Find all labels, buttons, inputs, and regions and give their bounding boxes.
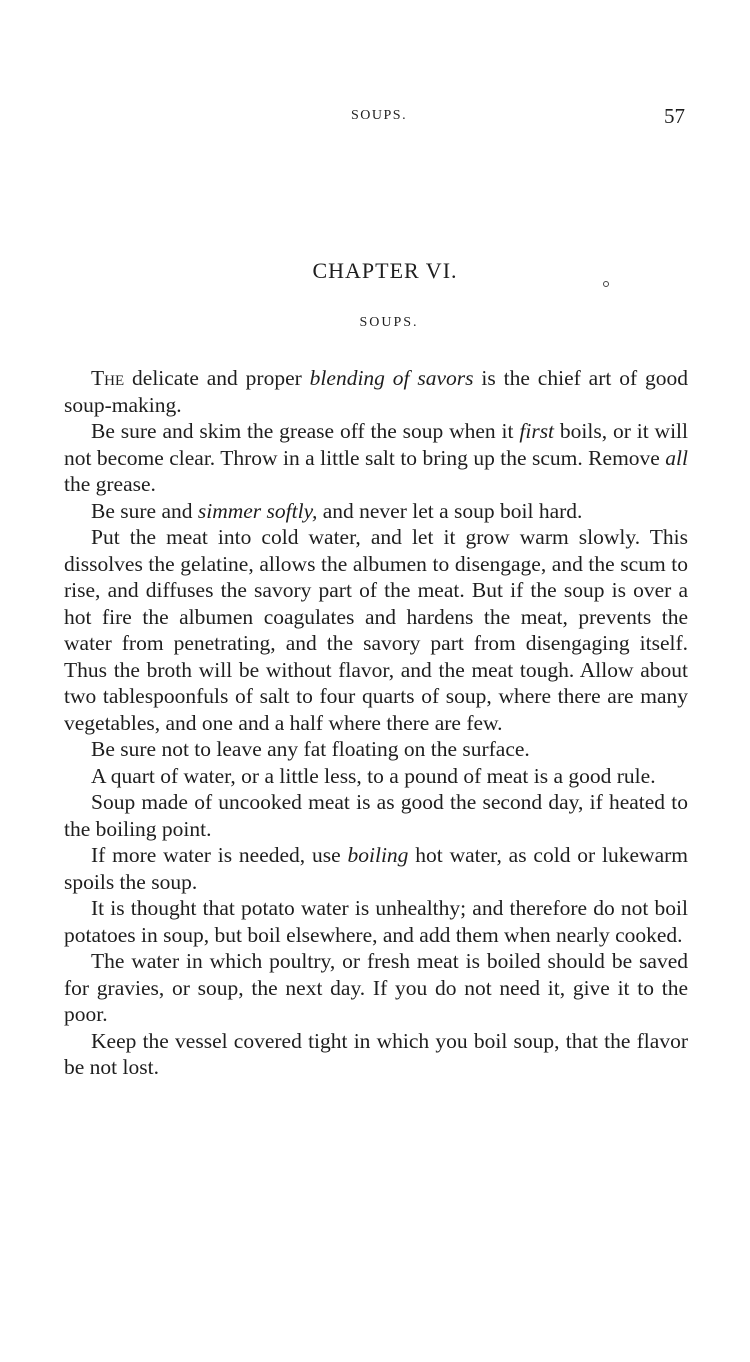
text-run: boils, or it will not become clear. Throw in a little salt to bring up the scum. Remove bbox=[64, 419, 688, 470]
section-title: SOUPS. bbox=[359, 315, 419, 330]
paragraph-6: A quart of water, or a little less, to a pound of meat is a good rule. bbox=[91, 763, 656, 788]
page-number: 57 bbox=[664, 104, 685, 128]
text-run: hot water, as cold or lukewarm spoils the soup. bbox=[64, 843, 688, 894]
text-run: Be sure and bbox=[91, 498, 198, 523]
paragraph-7: Soup made of uncooked meat is as good the second day, if heated to the boiling point. bbox=[64, 790, 688, 841]
italic-run: boiling bbox=[347, 843, 409, 867]
paragraph-10: The water in which poultry, or fresh meat is boiled should be saved for gravies, or soup, the next day. If you do not need it, give it to the poor. bbox=[64, 949, 688, 1026]
paragraph-11: Keep the vessel covered tight in which you boil soup, that the flavor be not lost. bbox=[64, 1028, 688, 1079]
italic-run: first bbox=[519, 419, 555, 443]
text-run: delicate and proper bbox=[124, 366, 310, 390]
italic-run: all bbox=[665, 445, 688, 470]
paragraph-5: Be sure not to leave any fat floating on the surface. bbox=[91, 737, 530, 761]
italic-run: blending of savors bbox=[309, 366, 474, 390]
chapter-title: CHAPTER VI. bbox=[312, 258, 458, 283]
text-run: the grease. bbox=[64, 472, 156, 496]
paragraph-4: Put the meat into cold water, and let it grow warm slowly. This dissolves the gelatine, allows the albumen to disengage, and the scum to rise, and diffuses the savory part of the meat. But if the soup is over a hot fire the albumen coagulates and hardens the meat, prevents the water from penetrating, and the savory part from disengaging itself. Thus the broth will be without flavor, and the meat tough. Allow about two tablespoonfuls of salt to four quarts of soup, where there are many vegetables, and one and a half where there are few. bbox=[64, 525, 688, 735]
ink-speck bbox=[604, 282, 609, 287]
lead-word: The bbox=[91, 366, 125, 390]
paragraph-9: It is thought that potato water is unhealthy; and therefore do not boil potatoes in soup, but boil elsewhere, and add them when nearly cooked. bbox=[64, 896, 688, 947]
text-run: Be sure and skim the grease off the soup when it bbox=[91, 419, 520, 443]
text-run: If more water is needed, use bbox=[91, 843, 348, 867]
italic-run: simmer softly, bbox=[197, 498, 318, 523]
text-run: is the chief art of good soup-making. bbox=[64, 366, 688, 417]
text-run: and never let a soup boil hard. bbox=[317, 498, 583, 523]
running-title: SOUPS. bbox=[351, 108, 408, 123]
